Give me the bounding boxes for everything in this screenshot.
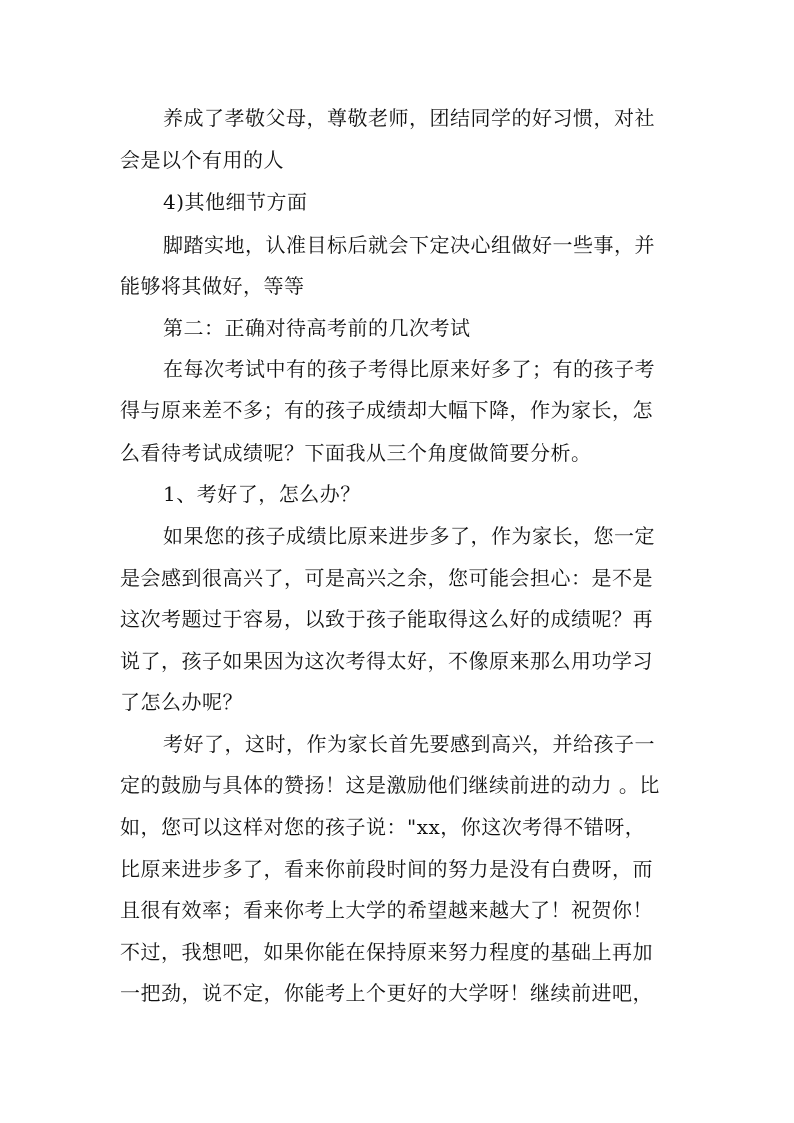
text-line: 脚踏实地，认准目标后就会下定决心组做好一些事，并: [163, 233, 655, 257]
text-line: 在每次考试中有的孩子考得比原来好多了；有的孩子考: [163, 357, 655, 381]
text-line: 能够将其做好，等等: [120, 274, 305, 298]
text-line: 了怎么办呢？: [120, 690, 243, 714]
text-line: 说了，孩子如果因为这次考得太好，不像原来那么用功学习: [120, 649, 653, 673]
text-line: 且很有效率；看来你考上大学的希望越来越大了！祝贺你！: [120, 898, 653, 922]
text-line: 如果您的孩子成绩比原来进步多了，作为家长，您一定: [163, 524, 655, 548]
text-line: 一把劲，说不定，你能考上个更好的大学呀！继续前进吧，: [120, 981, 653, 1005]
text-line: 会是以个有用的人: [120, 148, 284, 172]
text-line: 比原来进步多了，看来你前段时间的努力是没有白费呀，而: [120, 857, 653, 881]
text-line: 考好了，这时，作为家长首先要感到高兴，并给孩子一: [163, 732, 655, 756]
section-heading: 第二：正确对待高考前的几次考试: [163, 316, 471, 340]
sub-heading: 1、考好了，怎么办？: [163, 482, 361, 506]
text-line: 么看待考试成绩呢？下面我从三个角度做简要分析。: [120, 441, 592, 465]
text-line: 定的鼓励与具体的赞扬！这是激励他们继续前进的动力 。比: [120, 773, 660, 797]
text-line: 养成了孝敬父母，尊敬老师，团结同学的好习惯，对社: [163, 106, 655, 130]
text-line: 得与原来差不多；有的孩子成绩却大幅下降，作为家长，怎: [120, 398, 653, 422]
text-line: 4)其他细节方面: [163, 190, 308, 214]
text-line: 不过，我想吧，如果你能在保持原来努力程度的基础上再加: [120, 940, 653, 964]
text-line: 如，您可以这样对您的孩子说："xx，你这次考得不错呀，: [120, 815, 646, 839]
text-line: 这次考题过于容易，以致于孩子能取得这么好的成绩呢？再: [120, 607, 653, 631]
text-line: 是会感到很高兴了，可是高兴之余，您可能会担心：是不是: [120, 566, 653, 590]
